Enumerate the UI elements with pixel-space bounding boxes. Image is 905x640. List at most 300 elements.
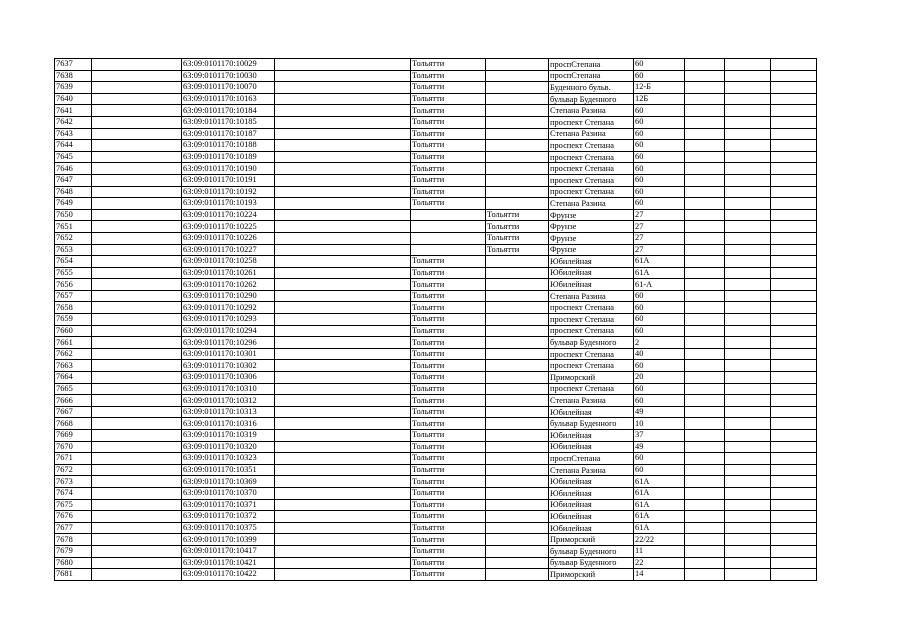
blank-cell — [725, 487, 771, 499]
blank-cell — [771, 279, 817, 291]
table-row — [55, 476, 817, 488]
blank-cell — [771, 151, 817, 163]
blank-cell — [725, 302, 771, 314]
blank-cell — [92, 325, 182, 337]
blank-cell — [685, 279, 725, 291]
blank-cell — [771, 360, 817, 372]
city-cell: Тольятти — [411, 267, 486, 279]
cadastral-number-cell: 63:09:0101170:10029 — [182, 59, 275, 71]
cadastral-number-cell: 63:09:0101170:10372 — [182, 511, 275, 523]
blank-cell — [275, 140, 411, 152]
table-row — [55, 82, 817, 94]
blank-cell — [685, 522, 725, 534]
blank-cell — [771, 82, 817, 94]
blank-cell — [771, 186, 817, 198]
blank-cell — [685, 325, 725, 337]
table-row — [55, 522, 817, 534]
house-number-cell: 60 — [634, 360, 685, 372]
table-row — [55, 383, 817, 395]
cadastral-number-cell: 63:09:0101170:10187 — [182, 128, 275, 140]
blank-cell — [725, 418, 771, 430]
blank-cell — [92, 511, 182, 523]
city-cell: Тольятти — [411, 82, 486, 94]
row-number-cell: 7656 — [55, 279, 92, 291]
blank-cell — [771, 487, 817, 499]
city-alt-cell — [486, 406, 549, 418]
blank-cell — [725, 395, 771, 407]
row-number-cell: 7650 — [55, 209, 92, 221]
city-alt-cell: Тольятти — [486, 221, 549, 233]
blank-cell — [275, 70, 411, 82]
row-number-cell: 7662 — [55, 348, 92, 360]
city-cell: Тольятти — [411, 499, 486, 511]
blank-cell — [685, 128, 725, 140]
city-cell: Тольятти — [411, 441, 486, 453]
city-alt-cell — [486, 487, 549, 499]
row-number-cell: 7657 — [55, 290, 92, 302]
row-number-cell: 7654 — [55, 256, 92, 268]
row-number-cell: 7661 — [55, 337, 92, 349]
house-number-cell: 12-Б — [634, 82, 685, 94]
city-cell: Тольятти — [411, 279, 486, 291]
blank-cell — [92, 256, 182, 268]
blank-cell — [685, 464, 725, 476]
street-cell: проспСтепана — [549, 453, 634, 465]
blank-cell — [92, 151, 182, 163]
house-number-cell: 60 — [634, 151, 685, 163]
table-row — [55, 499, 817, 511]
house-number-cell: 61А — [634, 476, 685, 488]
house-number-cell: 20 — [634, 372, 685, 384]
blank-cell — [275, 290, 411, 302]
street-cell: проспСтепана — [549, 59, 634, 71]
street-cell: Юбилейная — [549, 487, 634, 499]
cadastral-number-cell: 63:09:0101170:10293 — [182, 314, 275, 326]
blank-cell — [771, 267, 817, 279]
table-row — [55, 244, 817, 256]
blank-cell — [92, 116, 182, 128]
blank-cell — [725, 499, 771, 511]
street-cell: проспект Степана — [549, 325, 634, 337]
blank-cell — [275, 256, 411, 268]
blank-cell — [92, 406, 182, 418]
street-cell: Юбилейная — [549, 279, 634, 291]
blank-cell — [771, 418, 817, 430]
house-number-cell: 60 — [634, 116, 685, 128]
table-row — [55, 209, 817, 221]
city-cell: Тольятти — [411, 314, 486, 326]
blank-cell — [685, 105, 725, 117]
blank-cell — [685, 337, 725, 349]
street-cell: проспект Степана — [549, 140, 634, 152]
blank-cell — [725, 140, 771, 152]
street-cell: Степана Разина — [549, 290, 634, 302]
city-alt-cell — [486, 325, 549, 337]
cadastral-number-cell: 63:09:0101170:10422 — [182, 569, 275, 581]
blank-cell — [275, 406, 411, 418]
city-cell: Тольятти — [411, 487, 486, 499]
blank-cell — [275, 545, 411, 557]
blank-cell — [275, 476, 411, 488]
blank-cell — [275, 325, 411, 337]
city-cell: Тольятти — [411, 545, 486, 557]
street-cell: Фрунзе — [549, 209, 634, 221]
cadastral-number-cell: 63:09:0101170:10070 — [182, 82, 275, 94]
blank-cell — [685, 93, 725, 105]
street-cell: проспект Степана — [549, 360, 634, 372]
blank-cell — [771, 70, 817, 82]
street-cell: проспект Степана — [549, 174, 634, 186]
street-cell: Степана Разина — [549, 395, 634, 407]
city-cell: Тольятти — [411, 557, 486, 569]
street-cell: проспект Степана — [549, 314, 634, 326]
city-alt-cell — [486, 128, 549, 140]
house-number-cell: 60 — [634, 395, 685, 407]
street-cell: Приморский — [549, 534, 634, 546]
blank-cell — [685, 198, 725, 210]
city-alt-cell — [486, 93, 549, 105]
table-row — [55, 418, 817, 430]
blank-cell — [92, 487, 182, 499]
street-cell: Степана Разина — [549, 128, 634, 140]
blank-cell — [771, 337, 817, 349]
cadastral-number-cell: 63:09:0101170:10301 — [182, 348, 275, 360]
city-alt-cell — [486, 418, 549, 430]
city-alt-cell — [486, 290, 549, 302]
blank-cell — [92, 534, 182, 546]
blank-cell — [771, 244, 817, 256]
city-alt-cell — [486, 279, 549, 291]
blank-cell — [685, 82, 725, 94]
blank-cell — [725, 383, 771, 395]
row-number-cell: 7669 — [55, 430, 92, 442]
house-number-cell: 60 — [634, 198, 685, 210]
table-row — [55, 221, 817, 233]
row-number-cell: 7638 — [55, 70, 92, 82]
blank-cell — [725, 59, 771, 71]
row-number-cell: 7651 — [55, 221, 92, 233]
blank-cell — [771, 128, 817, 140]
cadastral-number-cell: 63:09:0101170:10192 — [182, 186, 275, 198]
blank-cell — [685, 360, 725, 372]
blank-cell — [771, 221, 817, 233]
cadastral-number-cell: 63:09:0101170:10190 — [182, 163, 275, 175]
blank-cell — [725, 221, 771, 233]
blank-cell — [275, 186, 411, 198]
blank-cell — [685, 290, 725, 302]
city-alt-cell — [486, 163, 549, 175]
street-cell: Степана Разина — [549, 198, 634, 210]
blank-cell — [771, 314, 817, 326]
street-cell: Степана Разина — [549, 105, 634, 117]
blank-cell — [725, 476, 771, 488]
cadastral-number-cell: 63:09:0101170:10193 — [182, 198, 275, 210]
house-number-cell: 61-А — [634, 279, 685, 291]
house-number-cell: 40 — [634, 348, 685, 360]
blank-cell — [275, 487, 411, 499]
house-number-cell: 49 — [634, 406, 685, 418]
table-row — [55, 256, 817, 268]
cadastral-number-cell: 63:09:0101170:10313 — [182, 406, 275, 418]
street-cell: Приморский — [549, 372, 634, 384]
city-alt-cell — [486, 59, 549, 71]
blank-cell — [685, 453, 725, 465]
house-number-cell: 60 — [634, 186, 685, 198]
blank-cell — [275, 569, 411, 581]
blank-cell — [275, 198, 411, 210]
blank-cell — [771, 140, 817, 152]
table-row — [55, 395, 817, 407]
blank-cell — [275, 464, 411, 476]
cadastral-number-cell: 63:09:0101170:10302 — [182, 360, 275, 372]
blank-cell — [771, 256, 817, 268]
city-alt-cell — [486, 464, 549, 476]
street-cell: Степана Разина — [549, 464, 634, 476]
city-alt-cell — [486, 198, 549, 210]
blank-cell — [92, 163, 182, 175]
table-row — [55, 70, 817, 82]
blank-cell — [685, 116, 725, 128]
street-cell: проспект Степана — [549, 383, 634, 395]
table-row — [55, 163, 817, 175]
row-number-cell: 7655 — [55, 267, 92, 279]
blank-cell — [725, 569, 771, 581]
city-alt-cell — [486, 151, 549, 163]
table-row — [55, 325, 817, 337]
blank-cell — [275, 511, 411, 523]
blank-cell — [725, 105, 771, 117]
blank-cell — [685, 244, 725, 256]
city-cell: Тольятти — [411, 395, 486, 407]
blank-cell — [685, 557, 725, 569]
city-alt-cell — [486, 545, 549, 557]
city-alt-cell — [486, 267, 549, 279]
street-cell: Юбилейная — [549, 267, 634, 279]
cadastral-number-cell: 63:09:0101170:10323 — [182, 453, 275, 465]
city-cell: Тольятти — [411, 418, 486, 430]
blank-cell — [92, 140, 182, 152]
blank-cell — [725, 93, 771, 105]
house-number-cell: 60 — [634, 302, 685, 314]
blank-cell — [725, 198, 771, 210]
blank-cell — [771, 372, 817, 384]
cadastral-number-cell: 63:09:0101170:10312 — [182, 395, 275, 407]
city-alt-cell — [486, 360, 549, 372]
blank-cell — [92, 232, 182, 244]
blank-cell — [725, 186, 771, 198]
blank-cell — [771, 476, 817, 488]
city-alt-cell — [486, 441, 549, 453]
blank-cell — [92, 314, 182, 326]
blank-cell — [725, 314, 771, 326]
blank-cell — [685, 140, 725, 152]
table-row — [55, 487, 817, 499]
table-row — [55, 534, 817, 546]
blank-cell — [725, 430, 771, 442]
blank-cell — [685, 348, 725, 360]
row-number-cell: 7678 — [55, 534, 92, 546]
blank-cell — [725, 82, 771, 94]
city-alt-cell — [486, 314, 549, 326]
house-number-cell: 27 — [634, 209, 685, 221]
cadastral-number-cell: 63:09:0101170:10296 — [182, 337, 275, 349]
row-number-cell: 7645 — [55, 151, 92, 163]
cadastral-number-cell: 63:09:0101170:10227 — [182, 244, 275, 256]
house-number-cell: 60 — [634, 105, 685, 117]
table-row — [55, 314, 817, 326]
city-alt-cell — [486, 302, 549, 314]
house-number-cell: 61А — [634, 522, 685, 534]
row-number-cell: 7675 — [55, 499, 92, 511]
cadastral-number-cell: 63:09:0101170:10316 — [182, 418, 275, 430]
street-cell: Юбилейная — [549, 256, 634, 268]
city-alt-cell — [486, 116, 549, 128]
blank-cell — [275, 372, 411, 384]
house-number-cell: 27 — [634, 232, 685, 244]
cadastral-number-cell: 63:09:0101170:10375 — [182, 522, 275, 534]
cadastral-number-cell: 63:09:0101170:10191 — [182, 174, 275, 186]
city-cell: Тольятти — [411, 93, 486, 105]
blank-cell — [771, 93, 817, 105]
blank-cell — [275, 395, 411, 407]
blank-cell — [275, 209, 411, 221]
street-cell: бульвар Буденного — [549, 557, 634, 569]
city-cell: Тольятти — [411, 151, 486, 163]
row-number-cell: 7671 — [55, 453, 92, 465]
blank-cell — [771, 557, 817, 569]
blank-cell — [725, 290, 771, 302]
row-number-cell: 7664 — [55, 372, 92, 384]
row-number-cell: 7674 — [55, 487, 92, 499]
street-cell: Юбилейная — [549, 406, 634, 418]
city-alt-cell — [486, 70, 549, 82]
row-number-cell: 7639 — [55, 82, 92, 94]
blank-cell — [92, 430, 182, 442]
house-number-cell: 60 — [634, 163, 685, 175]
house-number-cell: 27 — [634, 221, 685, 233]
blank-cell — [685, 476, 725, 488]
blank-cell — [275, 383, 411, 395]
table-row — [55, 406, 817, 418]
table-row — [55, 105, 817, 117]
cadastral-number-cell: 63:09:0101170:10351 — [182, 464, 275, 476]
house-number-cell: 60 — [634, 325, 685, 337]
blank-cell — [275, 279, 411, 291]
house-number-cell: 61А — [634, 487, 685, 499]
blank-cell — [725, 348, 771, 360]
blank-cell — [92, 557, 182, 569]
street-cell: бульвар Буденного — [549, 93, 634, 105]
cadastral-number-cell: 63:09:0101170:10185 — [182, 116, 275, 128]
blank-cell — [771, 569, 817, 581]
blank-cell — [725, 232, 771, 244]
house-number-cell: 60 — [634, 128, 685, 140]
house-number-cell: 61А — [634, 267, 685, 279]
blank-cell — [275, 348, 411, 360]
blank-cell — [725, 441, 771, 453]
blank-cell — [685, 302, 725, 314]
street-cell: Юбилейная — [549, 430, 634, 442]
blank-cell — [771, 545, 817, 557]
city-alt-cell — [486, 383, 549, 395]
blank-cell — [685, 267, 725, 279]
blank-cell — [685, 534, 725, 546]
blank-cell — [685, 545, 725, 557]
house-number-cell: 60 — [634, 314, 685, 326]
blank-cell — [92, 70, 182, 82]
blank-cell — [685, 186, 725, 198]
cadastral-number-cell: 63:09:0101170:10319 — [182, 430, 275, 442]
street-cell: Фрунзе — [549, 221, 634, 233]
blank-cell — [275, 418, 411, 430]
blank-cell — [771, 163, 817, 175]
blank-cell — [92, 244, 182, 256]
city-alt-cell — [486, 569, 549, 581]
table-row — [55, 569, 817, 581]
street-cell: Фрунзе — [549, 232, 634, 244]
table-row — [55, 464, 817, 476]
city-cell: Тольятти — [411, 337, 486, 349]
cadastral-number-cell: 63:09:0101170:10417 — [182, 545, 275, 557]
city-alt-cell: Тольятти — [486, 232, 549, 244]
city-cell: Тольятти — [411, 163, 486, 175]
blank-cell — [275, 430, 411, 442]
blank-cell — [92, 198, 182, 210]
city-cell: Тольятти — [411, 430, 486, 442]
blank-cell — [771, 453, 817, 465]
blank-cell — [685, 232, 725, 244]
blank-cell — [725, 267, 771, 279]
cadastral-number-cell: 63:09:0101170:10163 — [182, 93, 275, 105]
city-alt-cell: Тольятти — [486, 209, 549, 221]
blank-cell — [771, 464, 817, 476]
blank-cell — [275, 557, 411, 569]
blank-cell — [92, 441, 182, 453]
street-cell: Юбилейная — [549, 441, 634, 453]
cadastral-number-cell: 63:09:0101170:10226 — [182, 232, 275, 244]
street-cell: бульвар Буденного — [549, 418, 634, 430]
row-number-cell: 7647 — [55, 174, 92, 186]
city-alt-cell — [486, 557, 549, 569]
blank-cell — [725, 70, 771, 82]
blank-cell — [92, 372, 182, 384]
table-row — [55, 348, 817, 360]
blank-cell — [771, 511, 817, 523]
cadastral-number-cell: 63:09:0101170:10224 — [182, 209, 275, 221]
blank-cell — [725, 453, 771, 465]
city-alt-cell — [486, 140, 549, 152]
house-number-cell: 60 — [634, 464, 685, 476]
blank-cell — [725, 337, 771, 349]
cadastral-number-cell: 63:09:0101170:10225 — [182, 221, 275, 233]
blank-cell — [685, 406, 725, 418]
blank-cell — [92, 59, 182, 71]
street-cell: Приморский — [549, 569, 634, 581]
table-row — [55, 93, 817, 105]
city-alt-cell — [486, 256, 549, 268]
blank-cell — [685, 209, 725, 221]
city-alt-cell — [486, 82, 549, 94]
table-row — [55, 290, 817, 302]
city-cell: Тольятти — [411, 302, 486, 314]
blank-cell — [92, 348, 182, 360]
cadastral-number-cell: 63:09:0101170:10262 — [182, 279, 275, 291]
blank-cell — [725, 511, 771, 523]
city-cell: Тольятти — [411, 534, 486, 546]
blank-cell — [275, 116, 411, 128]
blank-cell — [685, 395, 725, 407]
row-number-cell: 7663 — [55, 360, 92, 372]
